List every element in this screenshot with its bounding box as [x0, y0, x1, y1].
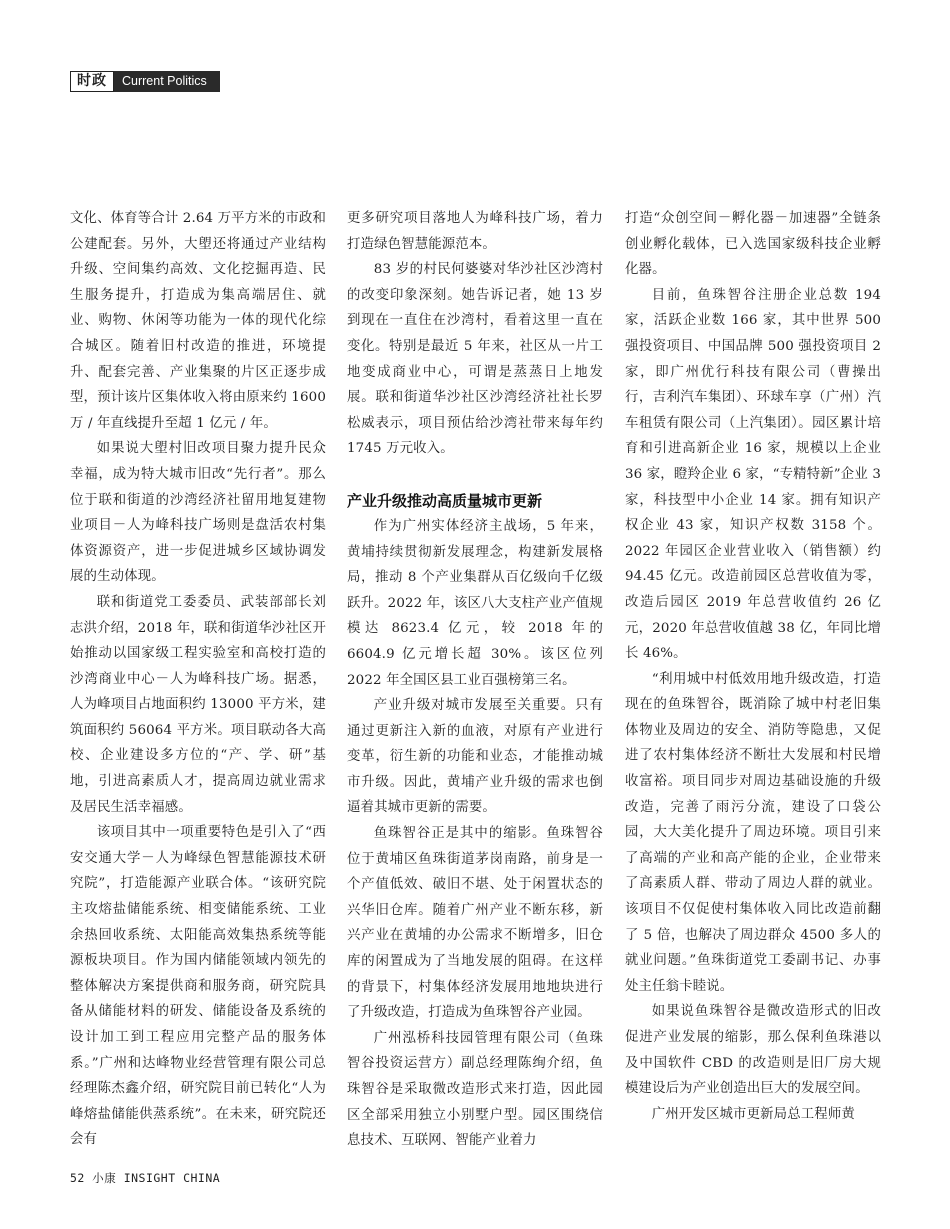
section-heading: 产业升级推动高质量城市更新 [347, 491, 543, 510]
paragraph: 如果说大塱村旧改项目聚力提升民众幸福，成为特大城市旧改“先行者”。那么位于联和街道的沙湾经济社留用地复建物业项目－人为峰科技广场则是盘活农村集体资源资产，进一步促进城乡区域协调发展的生动体现。 [70, 441, 326, 585]
section-tag [70, 71, 220, 92]
paragraph: 联和街道党工委委员、武装部部长刘志洪介绍，2018 年，联和街道华沙社区开始推动以国家级工程实验室和高校打造的沙湾商业中心－人为峰科技广场。据悉，人为峰项目占地面积约 13000 平方米，建筑面积约 56064 平方米。项目联动各大高校、企业建设多方位的“产、学、研”基地，引进高素质人才，提高周边就业需求及居民生活幸福感。 [70, 594, 326, 815]
paragraph: 文化、体育等合计 2.64 万平方米的市政和公建配套。另外，大塱还将通过产业结构升级、空间集约高效、文化挖掘再造、民生服务提升，打造成为集高端居住、就业、购物、休闲等功能为一体的现代化综合城区。随着旧村改造的推进，环境提升、配套完善、产业集聚的片区正逐步成型，预计该片区集体收入将由原来约 1600 万 / 年直线提升至超 1 亿元 / 年。 [70, 211, 326, 431]
paragraph: 广州开发区城市更新局总工程师黄 [651, 1106, 855, 1122]
paragraph: 产业升级对城市发展至关重要。只有通过更新注入新的血液，对原有产业进行变革，衍生新的功能和业态，才能推动城市升级。因此，黄埔产业升级的需求也倒逼着其城市更新的需要。 [347, 698, 603, 816]
text-column-2 [347, 206, 603, 1154]
paragraph: 打造“众创空间－孵化器－加速器”全链条创业孵化载体，已入选国家级科技企业孵化器。 [625, 211, 881, 278]
paragraph: 更多研究项目落地人为峰科技广场，着力打造绿色智慧能源范本。 [347, 211, 603, 252]
section-tag-cn: 时政 [70, 71, 114, 92]
paragraph: 广州泓桥科技园管理有限公司（鱼珠智谷投资运营方）副总经理陈绚介绍，鱼珠智谷是采取微改造形式来打造，因此园区全部采用独立小别墅户型。园区围绕信息技术、互联网、智能产业着力 [347, 1030, 603, 1149]
paragraph: 目前，鱼珠智谷注册企业总数 194 家，活跃企业数 166 家，其中世界 500 强投资项目、中国品牌 500 强投资项目 2 家，即广州优行科技有限公司（曹操出行，吉利汽车集团）、环球车享（广州）汽车租赁有限公司（上汽集团）。园区累计培育和引进高新企业 16 家，规模以上企业 36 家，瞪羚企业 6 家，“专精特新”企业 3 家，科技型中小企业 14 家。拥有知识产权企业 43 家，知识产权数 3158 个。2022 年园区企业营业收入（销售额）约 94.45 亿元。改造前园区总营收值为零，改造后园区 2019 年总营收值约 26 亿元，2020 年总营收值越 38 亿，年同比增长 46%。 [625, 287, 881, 662]
text-column-1 [70, 206, 326, 1153]
paragraph: 83 岁的村民何婆婆对华沙社区沙湾村的改变印象深刻。她告诉记者，她 13 岁到现在一直住在沙湾村，看着这里一直在变化。特别是最近 5 年来，社区从一片工地变成商业中心，可谓是蒸蒸日上地发展。联和街道华沙社区沙湾经济社社长罗松威表示，项目预估给沙湾社带来每年约 1745 万元收入。 [347, 262, 603, 457]
section-tag-en: Current Politics [114, 71, 220, 92]
text-column-3 [625, 206, 881, 1127]
page-footer: 52 小康 INSIGHT CHINA [70, 1171, 221, 1185]
paragraph: 作为广州实体经济主战场，5 年来，黄埔持续贯彻新发展理念，构建新发展格局，推动 8 个产业集群从百亿级向千亿级跃升。2022 年，该区八大支柱产业产值规模达 8623.4 亿元，较 2018 年的 6604.9 亿元增长超 30%。该区位列 2022 年全国区县工业百强榜第三名。 [347, 518, 603, 688]
paragraph: 该项目其中一项重要特色是引入了“西安交通大学－人为峰绿色智慧能源技术研究院”，打造能源产业联合体。“该研究院主攻熔盐储能系统、相变储能系统、工业余热回收系统、太阳能高效集热系统等能源板块项目。作为国内储能领域内领先的整体解决方案提供商和服务商，研究院具备从储能材料的研发、储能设备及系统的设计加工到工程应用完整产品的服务体系。”广州和达峰物业经营管理有限公司总经理陈杰鑫介绍，研究院目前已转化“人为峰熔盐储能供蒸系统”。在未来，研究院还会有 [70, 825, 326, 1148]
paragraph: 如果说鱼珠智谷是微改造形式的旧改促进产业发展的缩影，那么保利鱼珠港以及中国软件 CBD 的改造则是旧厂房大规模建设后为产业创造出巨大的发展空间。 [625, 1004, 881, 1097]
paragraph: 鱼珠智谷正是其中的缩影。鱼珠智谷位于黄埔区鱼珠街道茅岗南路，前身是一个产值低效、破旧不堪、处于闲置状态的兴华旧仓库。随着广州产业不断东移，新兴产业在黄埔的办公需求不断增多，旧仓库的闲置成为了当地发展的阻碍。在这样的背景下，村集体经济发展用地地块进行了升级改造，打造成为鱼珠智谷产业园。 [347, 826, 603, 1021]
paragraph: “利用城中村低效用地升级改造，打造现在的鱼珠智谷，既消除了城中村老旧集体物业及周边的安全、消防等隐患，又促进了农村集体经济不断壮大发展和村民增收富裕。项目同步对周边基础设施的升级改造，完善了雨污分流，建设了口袋公园，大大美化提升了周边环境。项目引来了高端的产业和高产能的企业，企业带来了高素质人群、带动了周边人群的就业。该项目不仅促使村集体收入同比改造前翻了 5 倍，也解决了周边群众 4500 多人的就业问题。”鱼珠街道党工委副书记、办事处主任翁卡睦说。 [625, 671, 881, 994]
